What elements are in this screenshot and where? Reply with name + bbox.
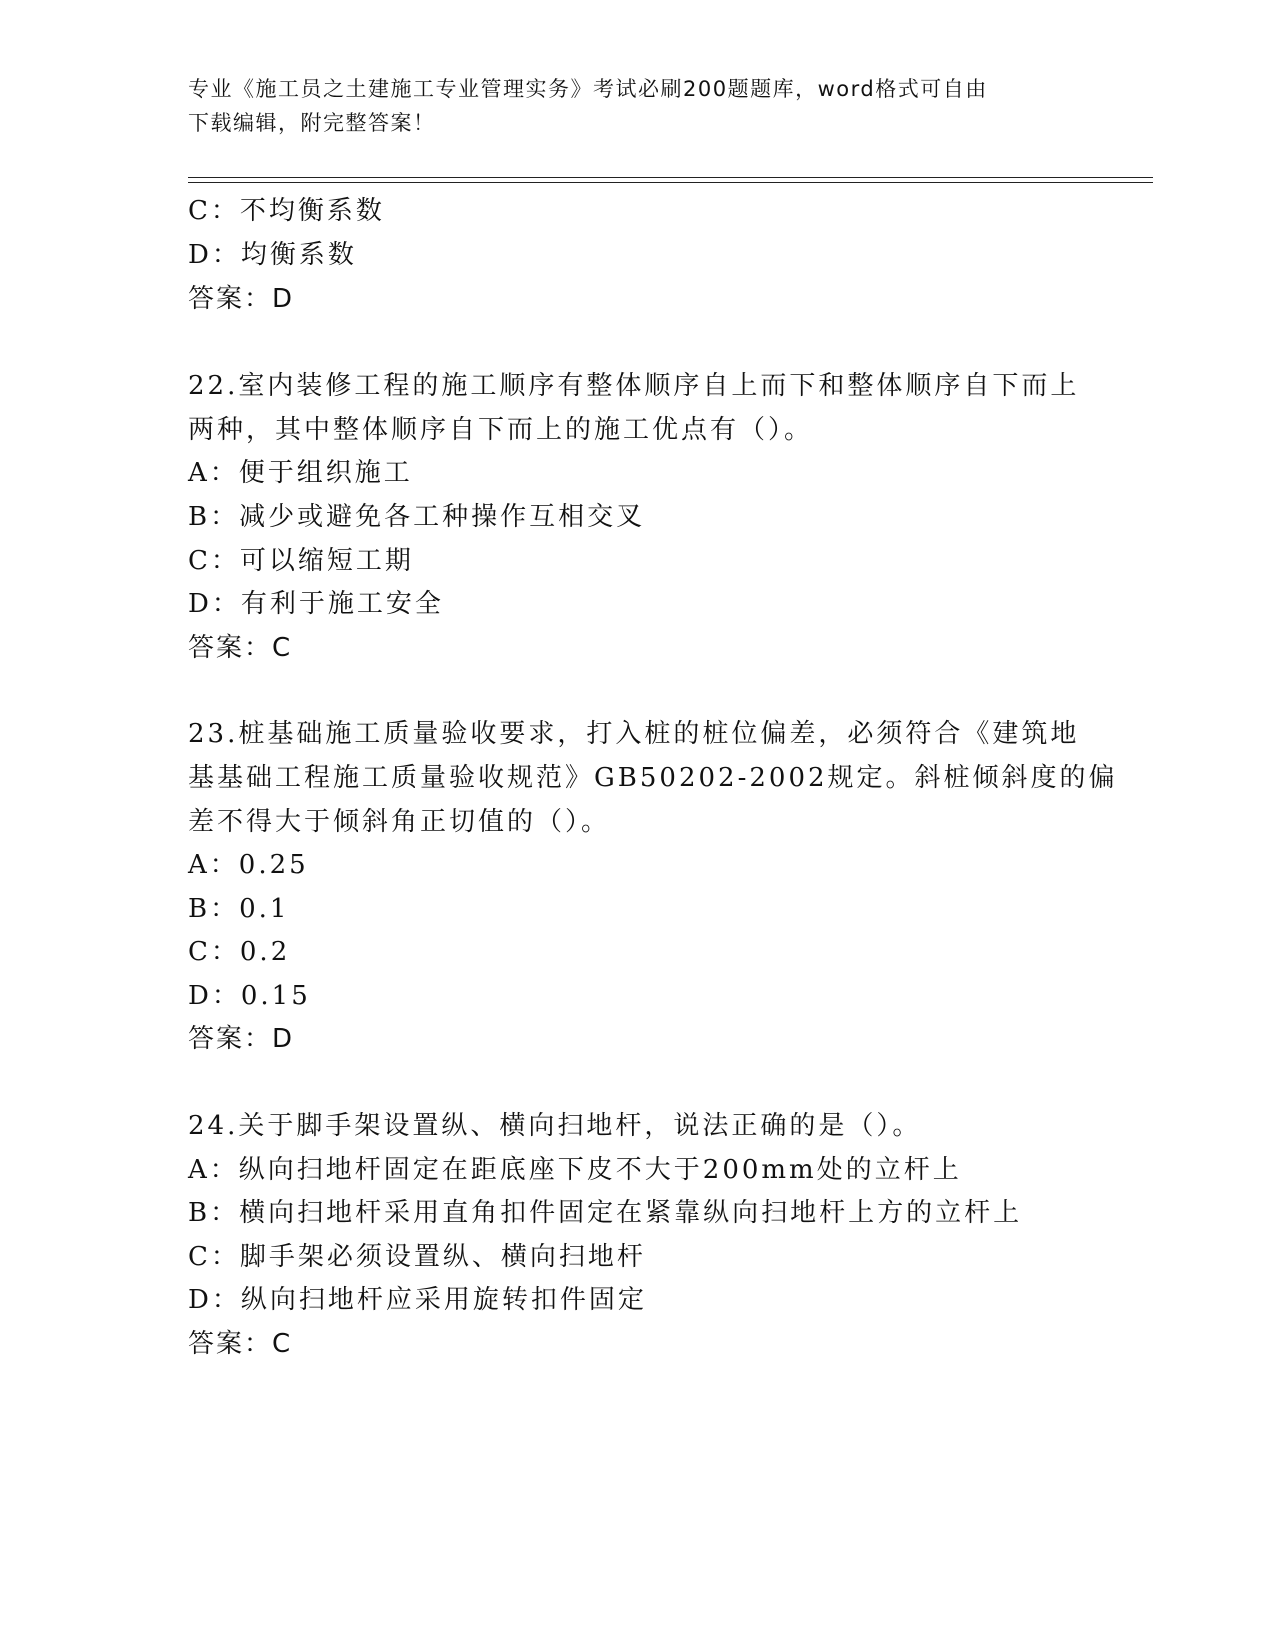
q22-stem-line-1: 22.室内装修工程的施工顺序有整体顺序自上而下和整体顺序自下而上 [188, 371, 1080, 401]
q22-stem-line-2: 两种，其中整体顺序自下而上的施工优点有（）。 [188, 415, 814, 445]
q23-option-d: D：0.15 [188, 981, 311, 1011]
header-divider-bottom [188, 182, 1153, 183]
header-line-1: 专业《施工员之土建施工专业管理实务》考试必刷200题题库，word格式可自由 [188, 77, 988, 101]
q23-stem-line-3: 差不得大于倾斜角正切值的（）。 [188, 807, 611, 837]
q21-option-c: C：不均衡系数 [188, 196, 385, 226]
page-header [188, 72, 1068, 140]
header-divider-top [188, 177, 1153, 178]
q22-answer: 答案：C [188, 633, 293, 663]
q23-answer: 答案：D [188, 1024, 295, 1054]
q23-option-c: C：0.2 [188, 937, 291, 967]
header-line-2: 下载编辑，附完整答案！ [188, 111, 436, 135]
q22-option-c: C：可以缩短工期 [188, 546, 414, 576]
q23-option-a: A：0.25 [188, 850, 309, 880]
q22-option-b: B：减少或避免各工种操作互相交叉 [188, 502, 646, 532]
q21-option-d: D：均衡系数 [188, 240, 357, 270]
q24-answer: 答案：C [188, 1329, 293, 1359]
q24-option-b: B：横向扫地杆采用直角扣件固定在紧靠纵向扫地杆上方的立杆上 [188, 1198, 1023, 1228]
q23-stem-line-1: 23.桩基础施工质量验收要求，打入桩的桩位偏差，必须符合《建筑地 [188, 719, 1080, 749]
q24-option-a: A：纵向扫地杆固定在距底座下皮不大于200mm处的立杆上 [188, 1155, 962, 1185]
q23-stem-line-2: 基基础工程施工质量验收规范》GB50202-2002规定。斜桩倾斜度的偏 [188, 763, 1118, 793]
q24-option-c: C：脚手架必须设置纵、横向扫地杆 [188, 1242, 646, 1272]
q22-option-d: D：有利于施工安全 [188, 589, 444, 619]
q24-stem-line-1: 24.关于脚手架设置纵、横向扫地杆，说法正确的是（）。 [188, 1111, 922, 1141]
q22-option-a: A：便于组织施工 [188, 458, 413, 488]
q23-option-b: B：0.1 [188, 894, 290, 924]
q21-answer: 答案：D [188, 284, 295, 314]
q24-option-d: D：纵向扫地杆应采用旋转扣件固定 [188, 1285, 647, 1315]
